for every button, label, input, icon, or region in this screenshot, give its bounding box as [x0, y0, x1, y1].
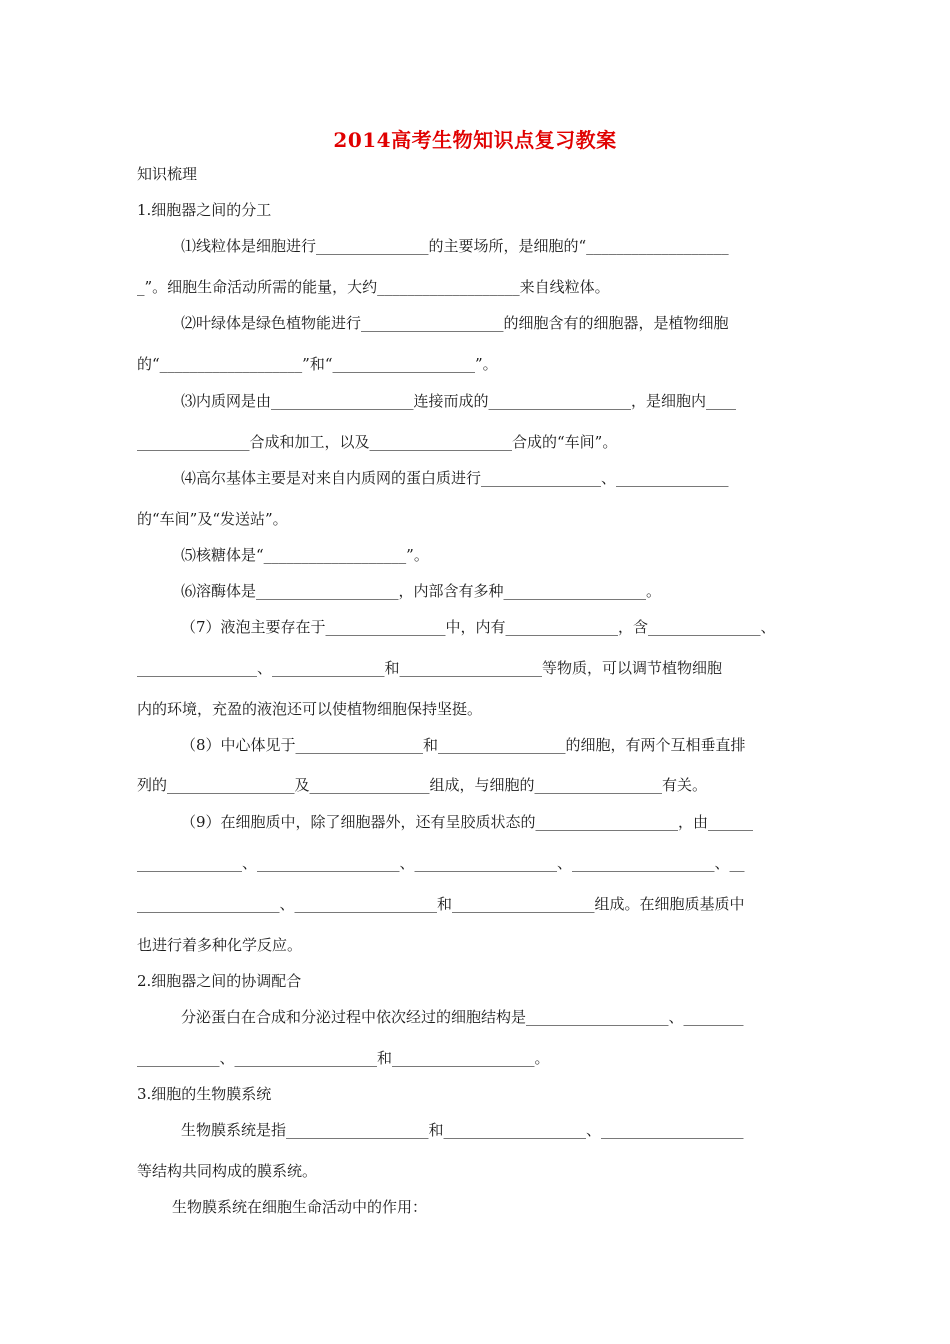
paragraph-line: ________________、_______________和___________________等物质，可以调节植物细胞 — [137, 659, 723, 677]
paragraph-line: ___________________、___________________和___________________组成。在细胞质基质中 — [137, 895, 745, 913]
section-heading: 知识梳理 — [137, 165, 198, 183]
paragraph-line: ⑴线粒体是细胞进行_______________的主要场所，是细胞的“___________________ — [181, 237, 729, 255]
paragraph-line: 的“___________________”和“___________________”。 — [137, 355, 498, 373]
paragraph-line: ⑷高尔基体主要是对来自内质网的蛋白质进行________________、_______________ — [181, 469, 729, 487]
paragraph-line: ⑸核糖体是“___________________”。 — [181, 546, 429, 564]
paragraph-line: ⑹溶酶体是___________________，内部含有多种___________________。 — [181, 582, 662, 600]
paragraph-line: 列的_________________及________________组成，与细胞的_________________有关。 — [137, 776, 708, 794]
paragraph-line: _______________合成和加工，以及___________________合成的“车间”。 — [137, 433, 618, 451]
paragraph-line: ⑵叶绿体是绿色植物能进行___________________的细胞含有的细胞器，是植物细胞 — [181, 314, 729, 332]
paragraph-line: ______________、___________________、___________________、___________________、__ — [137, 854, 745, 872]
paragraph-line: 生物膜系统在细胞生命活动中的作用： — [172, 1198, 428, 1216]
subsection-heading: 1.细胞器之间的分工 — [137, 201, 272, 219]
paragraph-line: 的“车间”及“发送站”。 — [137, 510, 288, 528]
paragraph-line: 分泌蛋白在合成和分泌过程中依次经过的细胞结构是___________________、________ — [181, 1008, 744, 1026]
paragraph-line: （7）液泡主要存在于________________中，内有_______________，含_______________、 — [181, 618, 776, 636]
paragraph-line: 也进行着多种化学反应。 — [137, 936, 303, 954]
paragraph-line: （9）在细胞质中，除了细胞器外，还有呈胶质状态的___________________，由______ — [181, 813, 754, 831]
subsection-heading: 3.细胞的生物膜系统 — [137, 1085, 272, 1103]
paragraph-line: 生物膜系统是指___________________和___________________、___________________ — [181, 1121, 744, 1139]
paragraph-line: 内的环境，充盈的液泡还可以使植物细胞保持坚挺。 — [137, 700, 483, 718]
paragraph-line: （8）中心体见于_________________和_________________的细胞，有两个互相垂直排 — [181, 736, 746, 754]
paragraph-line: 等结构共同构成的膜系统。 — [137, 1162, 318, 1180]
paragraph-line: ⑶内质网是由___________________连接而成的___________________，是细胞内____ — [181, 392, 737, 410]
subsection-heading: 2.细胞器之间的协调配合 — [137, 972, 302, 990]
document-title: 2014高考生物知识点复习教案 — [333, 128, 617, 152]
paragraph-line: ___________、___________________和___________________。 — [137, 1049, 550, 1067]
paragraph-line: _”。细胞生命活动所需的能量，大约___________________来自线粒体。 — [137, 278, 610, 296]
